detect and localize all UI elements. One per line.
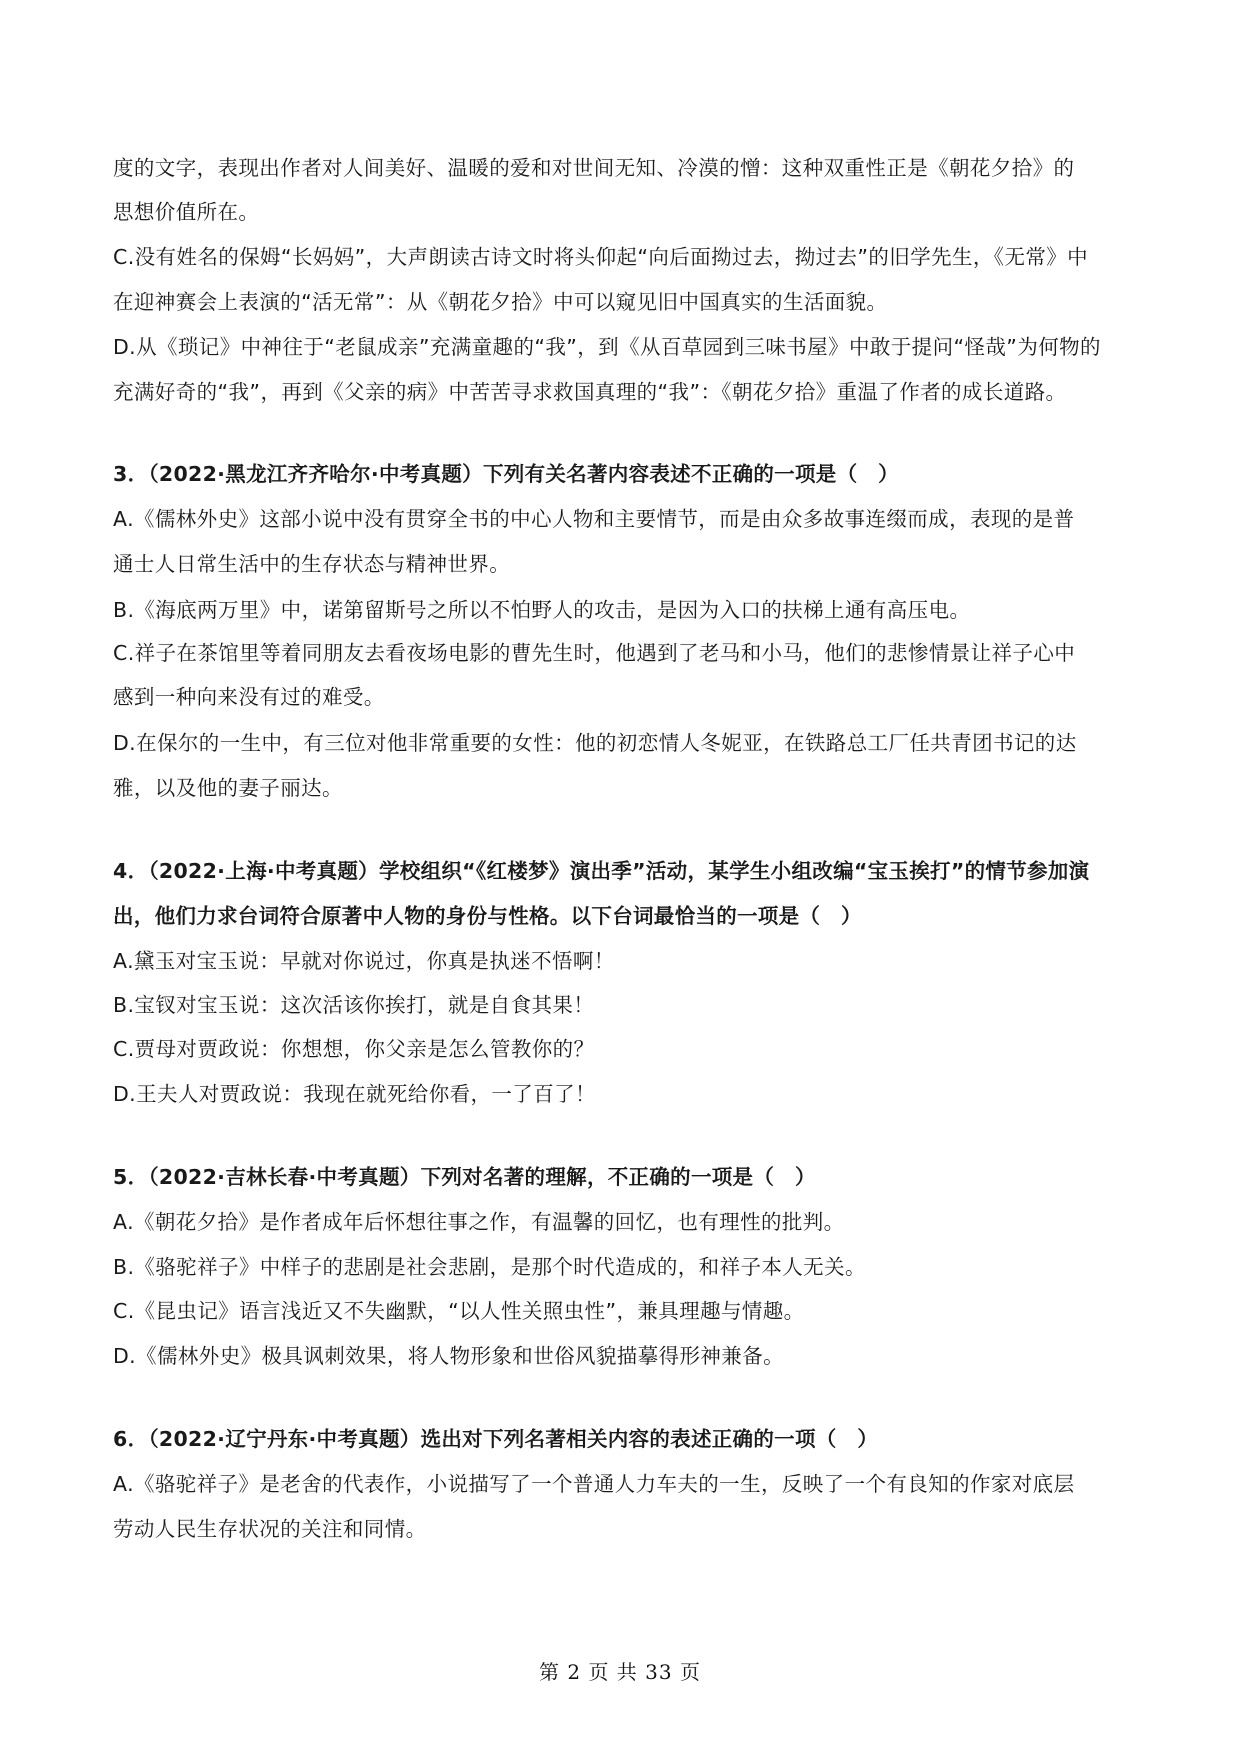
text-line: 度的文字，表现出作者对人间美好、温暖的爱和对世间无知、冷漠的憎：这种双重性正是《朝花夕拾》的 <box>113 156 1075 180</box>
question-number: 4． <box>113 859 149 883</box>
question-stem-continued: 出，他们力求台词符合原著中人物的身份与性格。以下台词最恰当的一项是（ ） <box>113 904 862 928</box>
question-source: （2022·黑龙江齐齐哈尔·中考真题） <box>148 462 483 486</box>
text-line: 思想价值所在。 <box>113 200 260 224</box>
option-d: D.《儒林外史》极具讽刺效果，将人物形象和世俗风貌描摹得形神兼备。 <box>113 1344 784 1368</box>
option-c: C.祥子在茶馆里等着同朋友去看夜场电影的曹先生时，他遇到了老马和小马，他们的悲惨情景让祥子心中 <box>113 641 1076 665</box>
text-line: 充满好奇的“我”，再到《父亲的病》中苦苦寻求救国真理的“我”：《朝花夕拾》重温了作者的成长道路。 <box>113 380 1067 404</box>
option-b: B.宝钗对宝玉说：这次活该你挨打，就是自食其果！ <box>113 993 595 1017</box>
option-c: C.《昆虫记》语言浅近又不失幽默，“以人性关照虫性”，兼具理趣与情趣。 <box>113 1299 805 1323</box>
option-c: C.贾母对贾政说：你想想，你父亲是怎么管教你的？ <box>113 1037 595 1061</box>
text-line: 感到一种向来没有过的难受。 <box>113 685 385 709</box>
option-b: B.《海底两万里》中，诺第留斯号之所以不怕野人的攻击，是因为入口的扶梯上通有高压电。 <box>113 598 971 622</box>
option-d: D.在保尔的一生中，有三位对他非常重要的女性：他的初恋情人冬妮亚，在铁路总工厂任共青团书记的达 <box>113 731 1077 755</box>
question-number: 5． <box>113 1165 149 1189</box>
option-a: A.《儒林外史》这部小说中没有贯穿全书的中心人物和主要情节，而是由众多故事连缀而成，表现的是普 <box>113 507 1075 531</box>
question-heading <box>113 857 1089 885</box>
question-number: 6． <box>113 1427 149 1451</box>
question-source: （2022·吉林长春·中考真题） <box>148 1165 421 1189</box>
question-stem: 下列有关名著内容表述不正确的一项是（ ） <box>482 462 899 486</box>
option-d: D.从《琐记》中神往于“老鼠成亲”充满童趣的“我”，到《从百草园到三味书屋》中敢于提问“怪哉”为何物的 <box>113 335 1101 359</box>
text-line: 通士人日常生活中的生存状态与精神世界。 <box>113 552 511 576</box>
question-heading <box>113 1425 878 1453</box>
page-number-footer: 第 2 页 共 33 页 <box>539 1660 701 1684</box>
option-d: D.王夫人对贾政说：我现在就死给你看，一了百了！ <box>113 1082 596 1106</box>
option-a: A.黛玉对宝玉说：早就对你说过，你真是执迷不悟啊！ <box>113 949 615 973</box>
question-stem: 下列对名著的理解，不正确的一项是（ ） <box>420 1165 816 1189</box>
option-c: C.没有姓名的保姆“长妈妈”，大声朗读古诗文时将头仰起“向后面拗过去，拗过去”的旧学先生，《无常》中 <box>113 245 1089 269</box>
option-a: A.《朝花夕拾》是作者成年后怀想往事之作，有温馨的回忆，也有理性的批判。 <box>113 1210 845 1234</box>
question-heading <box>113 1163 816 1191</box>
text-line: 雅，以及他的妻子丽达。 <box>113 776 343 800</box>
question-number: 3． <box>113 462 149 486</box>
text-line: 在迎神赛会上表演的“活无常”：从《朝花夕拾》中可以窥见旧中国真实的生活面貌。 <box>113 290 888 314</box>
option-a: A.《骆驼祥子》是老舍的代表作，小说描写了一个普通人力车夫的一生，反映了一个有良知的作家对底层 <box>113 1472 1075 1496</box>
question-source: （2022·辽宁丹东·中考真题） <box>148 1427 421 1451</box>
question-stem: 选出对下列名著相关内容的表述正确的一项（ ） <box>420 1427 879 1451</box>
question-stem: 学校组织“《红楼梦》演出季”活动，某学生小组改编“宝玉挨打”的情节参加演 <box>378 859 1090 883</box>
text-line: 劳动人民生存状况的关注和同情。 <box>113 1517 427 1541</box>
question-heading <box>113 460 899 488</box>
question-source: （2022·上海·中考真题） <box>148 859 379 883</box>
option-b: B.《骆驼祥子》中样子的悲剧是社会悲剧，是那个时代造成的，和祥子本人无关。 <box>113 1255 866 1279</box>
